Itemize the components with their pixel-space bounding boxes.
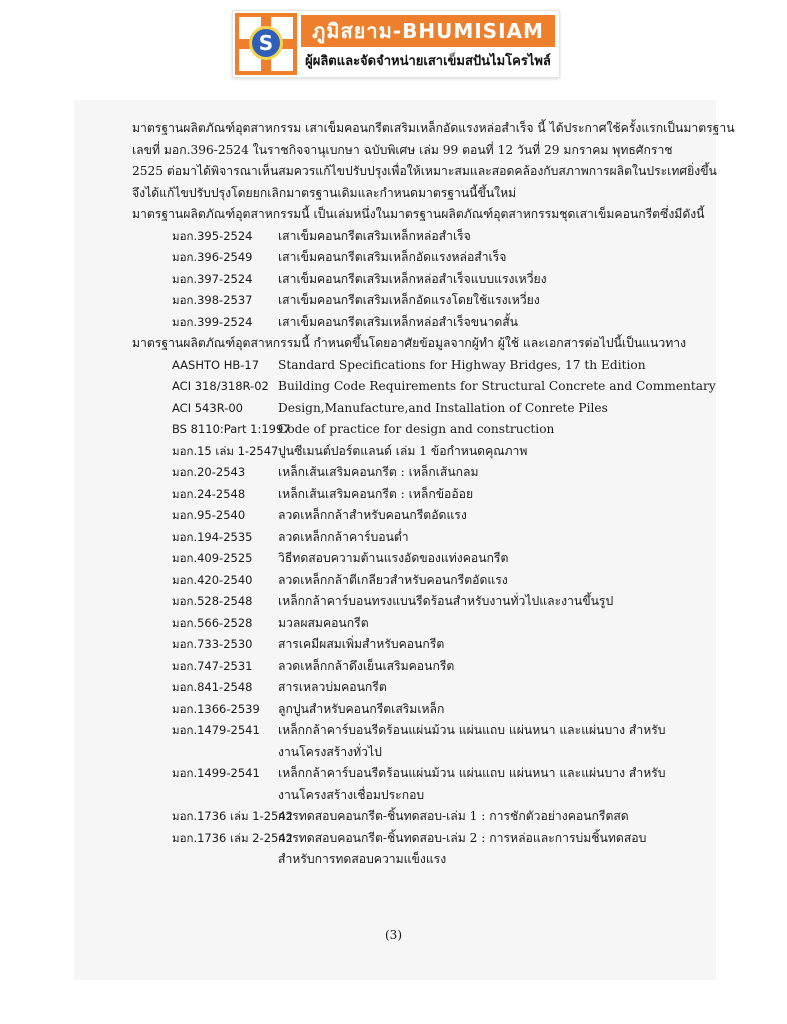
reference-code: มอก.95-2540 xyxy=(172,508,246,522)
list-item xyxy=(132,441,672,463)
reference-title: การทดสอบคอนกรีต-ชิ้นทดสอบ-เล่ม 2 : การหล่อและการบ่มชิ้นทดสอบ สำหรับการทดสอบความแข็งแรง xyxy=(278,830,647,866)
reference-title: เหล็กกล้าคาร์บอนทรงแบนรีดร้อนสำหรับงานทั่วไปและงานขึ้นรูป xyxy=(278,594,614,608)
reference-code: มอก.566-2528 xyxy=(172,615,253,630)
reference-code: มอก.20-2543 xyxy=(172,465,246,479)
list-item xyxy=(132,312,672,334)
list-item xyxy=(132,699,672,721)
intro-line: จึงได้แก้ไขปรับปรุงโดยยกเลิกมาตรฐานเดิมและกำหนดมาตรฐานนี้ขึ้นใหม่ xyxy=(132,185,517,200)
list-item xyxy=(132,355,672,377)
reference-title: ปูนซีเมนต์ปอร์ตแลนด์ เล่ม 1 ข้อกำหนดคุณภาพ xyxy=(278,443,528,458)
reference-code: มอก.1479-2541 xyxy=(172,723,260,737)
list-item xyxy=(132,656,672,678)
references-intro: มาตรฐานผลิตภัณฑ์อุตสาหกรรมนี้ กำหนดขึ้นโดยอาศัยข้อมูลจากผู้ทำ ผู้ใช้ และเอกสารต่อไปนี้เป็นแนวทาง xyxy=(132,336,687,350)
reference-title: เหล็กเส้นเสริมคอนกรีต : เหล็กเส้นกลม xyxy=(278,465,479,479)
standard-code: มอก.399-2524 xyxy=(172,314,253,329)
intro-line: มาตรฐานผลิตภัณฑ์อุตสาหกรรม เสาเข็มคอนกรีตเสริมเหล็กอัดแรงหล่อสำเร็จ นี้ ได้ประกาศใช้ครั้งแรกเป็นมาตรฐาน xyxy=(132,121,735,135)
list-item xyxy=(132,570,672,592)
list-item xyxy=(132,677,672,699)
reference-title: Design,Manufacture,and Installation of Conrete Piles xyxy=(278,400,608,415)
list-item xyxy=(132,290,672,312)
brand-header xyxy=(232,10,560,78)
list-item xyxy=(132,720,672,763)
reference-code: มอก.1499-2541 xyxy=(172,766,260,780)
intro-line: 2525 ต่อมาได้พิจารณาเห็นสมควรแก้ไขปรับปรุงเพื่อให้เหมาะสมและสอดคล้องกับสภาพการผลิตในประเทศยิ่งขึ้น xyxy=(132,164,717,178)
list-item xyxy=(132,613,672,635)
reference-code: มอก.15 เล่ม 1-2547 xyxy=(172,443,279,458)
page-number: (3) xyxy=(385,928,402,942)
reference-title: ลวดเหล็กกล้าดึงเย็นเสริมคอนกรีต xyxy=(278,658,455,673)
standard-code: มอก.398-2537 xyxy=(172,293,253,307)
reference-code: มอก.409-2525 xyxy=(172,551,253,565)
standard-title: เสาเข็มคอนกรีตเสริมเหล็กหล่อสำเร็จ xyxy=(278,228,471,243)
list-item xyxy=(132,247,672,269)
reference-title: เหล็กเส้นเสริมคอนกรีต : เหล็กข้ออ้อย xyxy=(278,486,474,501)
reference-title: ลวดเหล็กกล้าสำหรับคอนกรีตอัดแรง xyxy=(278,508,467,522)
reference-title: ลูกปูนสำหรับคอนกรีตเสริมเหล็ก xyxy=(278,701,445,716)
intro-line: เลขที่ มอก.396-2524 ในราชกิจจานุเบกษา ฉบับพิเศษ เล่ม 99 ตอนที่ 12 วันที่ 29 มกราคม พุทธศักราช xyxy=(132,142,673,157)
reference-title: Standard Specifications for Highway Bridges, 17 th Edition xyxy=(278,357,646,372)
reference-title: สารเหลวบ่มคอนกรีต xyxy=(278,680,387,694)
standard-title: เสาเข็มคอนกรีตเสริมเหล็กหล่อสำเร็จขนาดสั้น xyxy=(278,314,519,329)
reference-code: มอก.194-2535 xyxy=(172,529,253,544)
reference-title: มวลผสมคอนกรีต xyxy=(278,615,369,630)
reference-code: มอก.1736 เล่ม 1-2542 xyxy=(172,809,293,823)
standard-title: เสาเข็มคอนกรีตเสริมเหล็กอัดแรงหล่อสำเร็จ xyxy=(278,250,507,264)
reference-code: AASHTO HB-17 xyxy=(172,357,260,372)
logo-emblem-icon: S xyxy=(249,26,283,60)
reference-title: เหล็กกล้าคาร์บอนรีดร้อนแผ่นม้วน แผ่นแถบ แผ่นหนา และแผ่นบาง สำหรับงานโครงสร้างทั่วไป xyxy=(278,723,666,759)
reference-title: สารเคมีผสมเพิ่มสำหรับคอนกรีต xyxy=(278,637,445,651)
list-item xyxy=(132,484,672,506)
list-item xyxy=(132,419,672,441)
brand-tagline: ผู้ผลิตและจัดจำหน่ายเสาเข็มสปันไมโครไพล์ xyxy=(305,54,551,69)
list-item xyxy=(132,527,672,549)
reference-title: Building Code Requirements for Structural Concrete and Commentary xyxy=(278,379,716,393)
list-item xyxy=(132,226,672,248)
reference-code: มอก.841-2548 xyxy=(172,680,253,694)
reference-code: มอก.1736 เล่ม 2-2542 xyxy=(172,830,293,845)
reference-title: การทดสอบคอนกรีต-ชิ้นทดสอบ-เล่ม 1 : การชักตัวอย่างคอนกรีตสด xyxy=(278,809,629,823)
series-intro: มาตรฐานผลิตภัณฑ์อุตสาหกรรมนี้ เป็นเล่มหนึ่งในมาตรฐานผลิตภัณฑ์อุตสาหกรรมชุดเสาเข็มคอนกรีตซึ่งมีดังนี้ xyxy=(132,207,705,221)
list-item xyxy=(132,505,672,527)
brand-logo xyxy=(235,13,297,75)
standard-code: มอก.397-2524 xyxy=(172,271,253,286)
standard-title: เสาเข็มคอนกรีตเสริมเหล็กหล่อสำเร็จแบบแรงเหวี่ยง xyxy=(278,271,547,286)
list-item xyxy=(132,806,672,828)
reference-code: ACI 543R-00 xyxy=(172,400,243,415)
reference-title: ลวดเหล็กกล้าตีเกลียวสำหรับคอนกรีตอัดแรง xyxy=(278,572,508,587)
list-item xyxy=(132,548,672,570)
list-item xyxy=(132,763,672,806)
reference-code: มอก.420-2540 xyxy=(172,572,253,587)
list-item xyxy=(132,634,672,656)
document-body xyxy=(132,118,735,871)
list-item xyxy=(132,591,672,613)
reference-code: มอก.1366-2539 xyxy=(172,701,260,716)
standard-code: มอก.396-2549 xyxy=(172,250,253,264)
list-item xyxy=(132,269,672,291)
reference-code: มอก.24-2548 xyxy=(172,486,246,501)
reference-title: เหล็กกล้าคาร์บอนรีดร้อนแผ่นม้วน แผ่นแถบ แผ่นหนา และแผ่นบาง สำหรับงานโครงสร้างเชื่อมประกอบ xyxy=(278,766,666,802)
reference-code: มอก.747-2531 xyxy=(172,658,253,673)
reference-code: มอก.733-2530 xyxy=(172,637,253,651)
reference-code: BS 8110:Part 1:1997 xyxy=(172,422,291,436)
list-item xyxy=(132,828,672,871)
list-item xyxy=(132,398,672,420)
reference-title: Code of practice for design and construction xyxy=(278,422,555,436)
references-list xyxy=(132,355,716,871)
series-list xyxy=(132,226,672,334)
reference-code: มอก.528-2548 xyxy=(172,594,253,608)
reference-code: ACI 318/318R-02 xyxy=(172,379,269,393)
reference-title: วิธีทดสอบความต้านแรงอัดของแท่งคอนกรีต xyxy=(278,551,509,565)
brand-name: ภูมิสยาม-BHUMISIAM xyxy=(301,15,555,47)
list-item xyxy=(132,376,716,398)
reference-title: ลวดเหล็กกล้าคาร์บอนต่ำ xyxy=(278,529,409,544)
standard-title: เสาเข็มคอนกรีตเสริมเหล็กอัดแรงโดยใช้แรงเหวี่ยง xyxy=(278,293,540,307)
list-item xyxy=(132,462,672,484)
standard-code: มอก.395-2524 xyxy=(172,228,253,243)
